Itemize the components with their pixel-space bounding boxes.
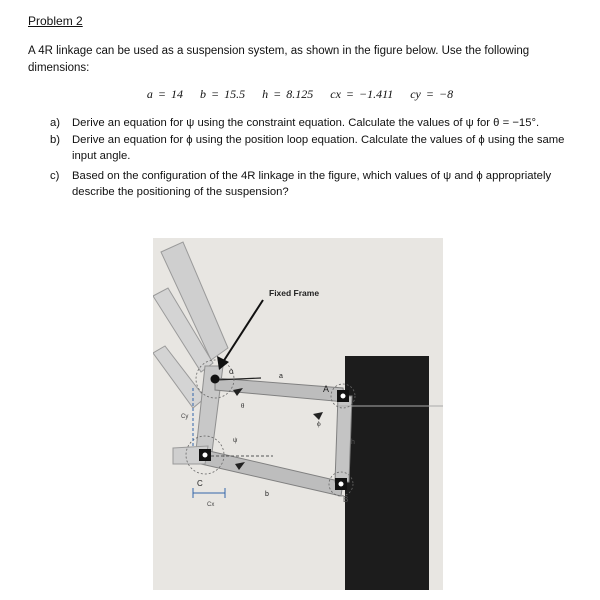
label-b: b bbox=[265, 491, 269, 498]
question-text: Derive an equation for ψ using the constraint equation. Calculate the values of ψ for θ = −15°. bbox=[72, 117, 540, 129]
question-a bbox=[50, 115, 580, 131]
question-text: Derive an equation for ϕ using the position loop equation. Calculate the values of ϕ using the same input angle. bbox=[72, 134, 565, 162]
problem-intro: A 4R linkage can be used as a suspension system, as shown in the figure below. Use the following dimensions: bbox=[28, 45, 530, 74]
label-B: B bbox=[343, 495, 349, 504]
dimension-b: b = 15.5 bbox=[200, 87, 246, 101]
suspension-linkage-figure bbox=[153, 238, 443, 590]
problem-title: Problem 2 bbox=[28, 14, 83, 28]
label-psi: ψ bbox=[233, 436, 238, 444]
knuckle-link-h bbox=[335, 396, 352, 482]
dimension-cx: cx = −1.411 bbox=[330, 87, 394, 101]
pivot-b-center bbox=[339, 482, 344, 487]
question-c bbox=[50, 168, 580, 200]
label-h: h bbox=[351, 439, 355, 446]
tire bbox=[345, 356, 429, 590]
label-A: A bbox=[323, 384, 330, 394]
question-label: a) bbox=[50, 117, 61, 129]
label-a: a bbox=[279, 373, 283, 380]
fixed-frame-label: Fixed Frame bbox=[269, 288, 320, 298]
question-label: b) bbox=[50, 134, 61, 146]
label-cx: Cx bbox=[207, 502, 215, 508]
question-text: Based on the configuration of the 4R linkage in the figure, which values of ψ and ϕ appropriately describe the positioning of the suspension? bbox=[72, 170, 552, 198]
label-theta: θ bbox=[241, 402, 245, 410]
label-phi: ϕ bbox=[317, 420, 321, 428]
label-o: o bbox=[229, 367, 234, 376]
question-b bbox=[50, 132, 580, 164]
label-cy: Cy bbox=[181, 414, 189, 420]
pivot-c-center bbox=[203, 453, 208, 458]
pivot-o bbox=[211, 375, 220, 384]
pivot-a-center bbox=[341, 394, 346, 399]
dimension-a: a = 14 bbox=[146, 87, 184, 101]
label-C: C bbox=[197, 479, 203, 488]
question-label: c) bbox=[50, 170, 60, 182]
dimensions-line bbox=[0, 87, 600, 102]
dimension-h: h = 8.125 bbox=[262, 87, 314, 101]
dimension-cy: cy = −8 bbox=[410, 87, 454, 101]
